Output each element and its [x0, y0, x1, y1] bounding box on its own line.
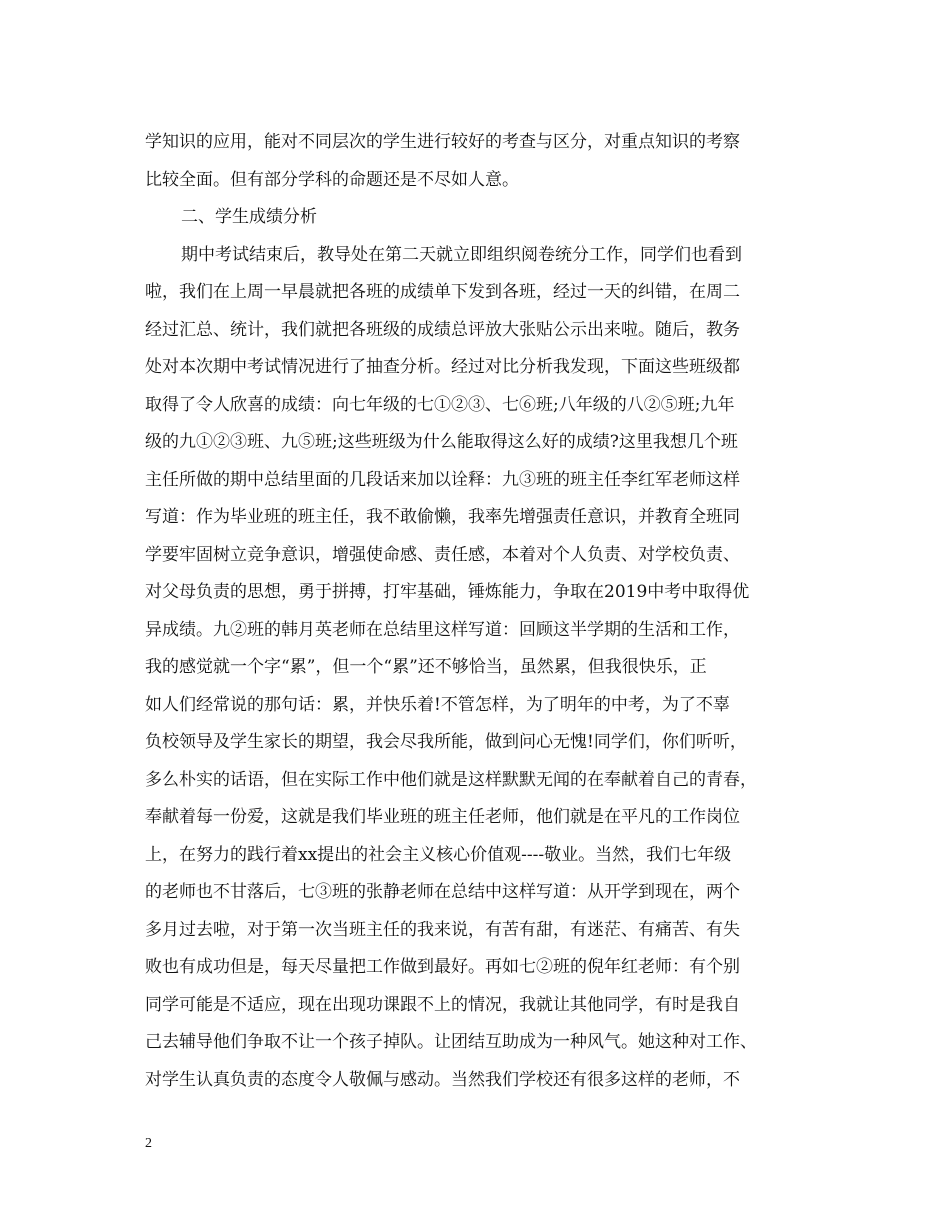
text-line: 多月过去啦，对于第一次当班主任的我来说，有苦有甜，有迷茫、有痛苦、有失 [145, 919, 740, 940]
text-line: 对父母负责的思想，勇于拼搏，打牢基础，锤炼能力，争取在2019中考中取得优 [145, 582, 750, 602]
text-line: 处对本次期中考试情况进行了抽查分析。经过对比分析我发现，下面这些班级都 [145, 357, 740, 377]
text-line: 级的九①②③班、九⑤班;这些班级为什么能取得这么好的成绩?这里我想几个班 [145, 432, 738, 452]
document-body [145, 124, 805, 1099]
text-line: 取得了令人欣喜的成绩：向七年级的七①②③、七⑥班;八年级的八②⑤班;九年 [145, 394, 735, 415]
text-line: 比较全面。但有部分学科的命题还是不尽如人意。 [145, 169, 519, 190]
text-line: 对学生认真负责的态度令人敬佩与感动。当然我们学校还有很多这样的老师，不 [145, 1069, 740, 1090]
text-line: 经过汇总、统计，我们就把各班级的成绩总评放大张贴公示出来啦。随后，教务 [145, 319, 740, 340]
text-line: 写道：作为毕业班的班主任，我不敢偷懒，我率先增强责任意识，并教育全班同 [145, 507, 740, 527]
text-line: 同学可能是不适应，现在出现功课跟不上的情况，我就让其他同学，有时是我自 [145, 994, 740, 1015]
text-line: 的老师也不甘落后，七③班的张静老师在总结中这样写道：从开学到现在，两个 [145, 882, 740, 902]
text-line: 学要牢固树立竞争意识，增强使命感、责任感，本着对个人负责、对学校负责、 [145, 544, 740, 565]
text-line: 如人们经常说的那句话：累，并快乐着!不管怎样，为了明年的中考，为了不辜 [145, 694, 730, 715]
text-line: 异成绩。九②班的韩月英老师在总结里这样写道：回顾这半学期的生活和工作， [145, 619, 740, 640]
text-line: 啦，我们在上周一早晨就把各班的成绩单下发到各班，经过一天的纠错，在周二 [145, 282, 740, 302]
text-line: 主任所做的期中总结里面的几段话来加以诠释：九③班的班主任李红军老师这样 [145, 469, 740, 490]
text-line: 奉献着每一份爱，这就是我们毕业班的班主任老师，他们就是在平凡的工作岗位 [145, 807, 740, 827]
page-number: 2 [145, 1136, 152, 1151]
text-line: 败也有成功但是，每天尽量把工作做到最好。再如七②班的倪年红老师：有个别 [145, 957, 740, 977]
text-line: 己去辅导他们争取不让一个孩子掉队。让团结互助成为一种风气。她这种对工作、 [145, 1032, 757, 1052]
text-line: 学知识的应用，能对不同层次的学生进行较好的考查与区分，对重点知识的考察 [145, 132, 740, 152]
text-line: 负校领导及学生家长的期望，我会尽我所能，做到问心无愧!同学们，你们听听， [145, 732, 747, 752]
text-line: 上，在努力的践行着xx提出的社会主义核心价值观----敬业。当然，我们七年级 [145, 844, 732, 865]
text-line: 多么朴实的话语，但在实际工作中他们就是这样默默无闻的在奉献着自己的青春， [145, 769, 757, 790]
text-line: 二、学生成绩分析 [181, 207, 317, 227]
text-line: 我的感觉就一个字“累”，但一个“累”还不够恰当，虽然累，但我很快乐，正 [145, 657, 707, 677]
text-line: 期中考试结束后，教导处在第二天就立即组织阅卷统分工作，同学们也看到 [181, 244, 742, 265]
